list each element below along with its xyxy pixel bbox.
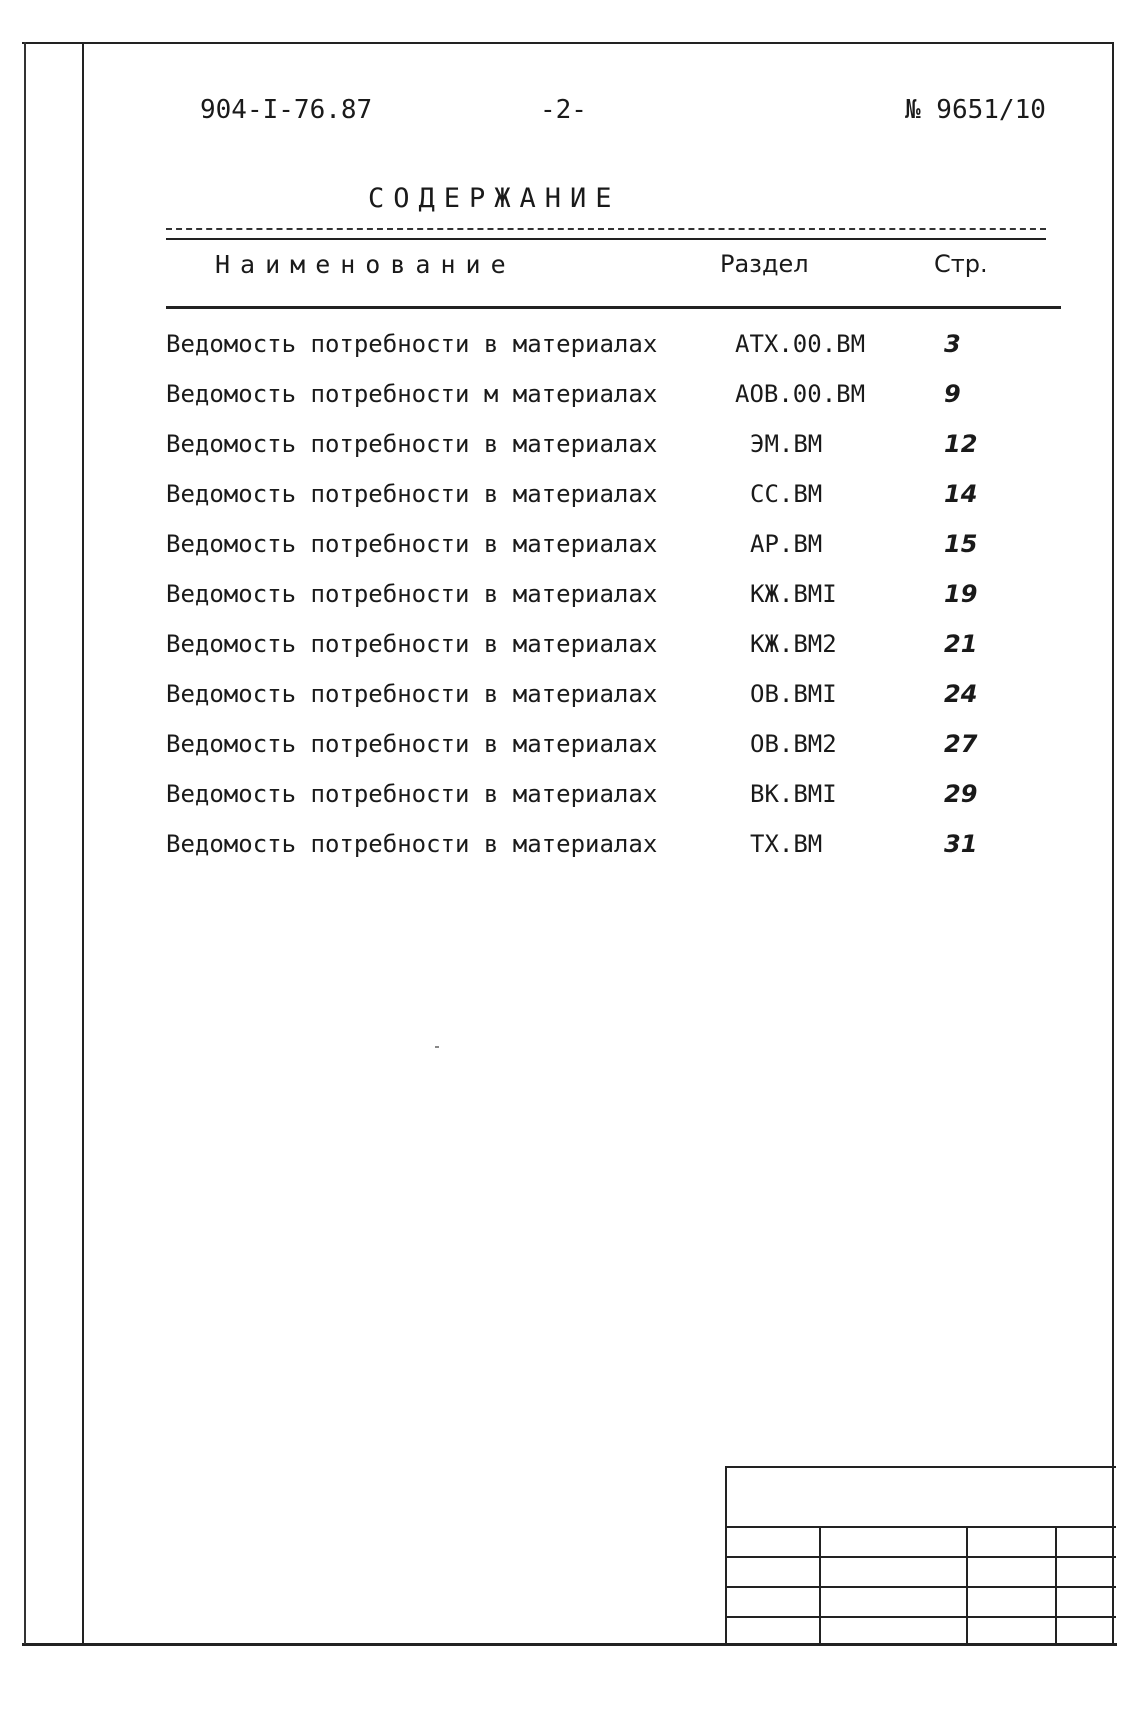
title-block-stamp [725,1466,1116,1646]
row-page: 29 [944,780,978,808]
row-page: 3 [944,330,961,358]
page-title: СОДЕРЖАНИЕ [368,183,621,214]
row-section: СС.ВМ [750,480,823,508]
row-name: Ведомость потребности м материалах [166,380,658,408]
column-header-name: Наименование [215,250,516,279]
row-section: ОВ.ВМI [750,680,837,708]
row-page: 12 [944,430,978,458]
row-name: Ведомость потребности в материалах [166,780,658,808]
archive-number: № 9651/10 [905,95,1046,125]
scan-speck [435,1046,439,1048]
stamp-divider [966,1526,968,1646]
row-page: 27 [944,730,978,758]
row-name: Ведомость потребности в материалах [166,680,658,708]
row-name: Ведомость потребности в материалах [166,580,658,608]
contents-table [0,330,1135,880]
row-page: 19 [944,580,978,608]
page-number: -2- [540,95,587,125]
row-name: Ведомость потребности в материалах [166,630,658,658]
table-row [0,730,1135,780]
header-bottom-rule [166,306,1061,309]
row-page: 24 [944,680,978,708]
table-row [0,330,1135,380]
row-section: АОВ.00.ВМ [735,380,866,408]
row-page: 9 [944,380,961,408]
row-page: 31 [944,830,978,858]
doc-code: 904-I-76.87 [200,95,373,125]
row-section: АР.ВМ [750,530,823,558]
row-page: 15 [944,530,978,558]
row-page: 14 [944,480,978,508]
row-name: Ведомость потребности в материалах [166,730,658,758]
table-row [0,530,1135,580]
row-section: ОВ.ВМ2 [750,730,837,758]
table-row [0,780,1135,830]
stamp-line [727,1586,1116,1588]
table-row [0,580,1135,630]
row-name: Ведомость потребности в материалах [166,830,658,858]
row-section: ЭМ.ВМ [750,430,823,458]
row-name: Ведомость потребности в материалах [166,330,658,358]
table-top-rule [166,238,1046,240]
row-page: 21 [944,630,978,658]
frame-top-border [22,42,1112,44]
row-section: КЖ.ВМ2 [750,630,837,658]
table-row [0,480,1135,530]
table-row [0,680,1135,730]
table-row [0,830,1135,880]
row-section: КЖ.ВМI [750,580,837,608]
stamp-divider [819,1526,821,1646]
stamp-line [727,1526,1116,1528]
stamp-line [727,1616,1116,1618]
row-section: ТХ.ВМ [750,830,823,858]
row-section: АТХ.00.ВМ [735,330,866,358]
column-header-section: Раздел [720,250,809,278]
row-section: ВК.ВМI [750,780,837,808]
table-row [0,630,1135,680]
table-row [0,430,1135,480]
row-name: Ведомость потребности в материалах [166,480,658,508]
title-dashed-rule [166,228,1046,230]
stamp-line [727,1556,1116,1558]
table-row [0,380,1135,430]
row-name: Ведомость потребности в материалах [166,430,658,458]
row-name: Ведомость потребности в материалах [166,530,658,558]
column-header-page: Стр. [934,250,988,278]
stamp-divider [1055,1526,1057,1646]
